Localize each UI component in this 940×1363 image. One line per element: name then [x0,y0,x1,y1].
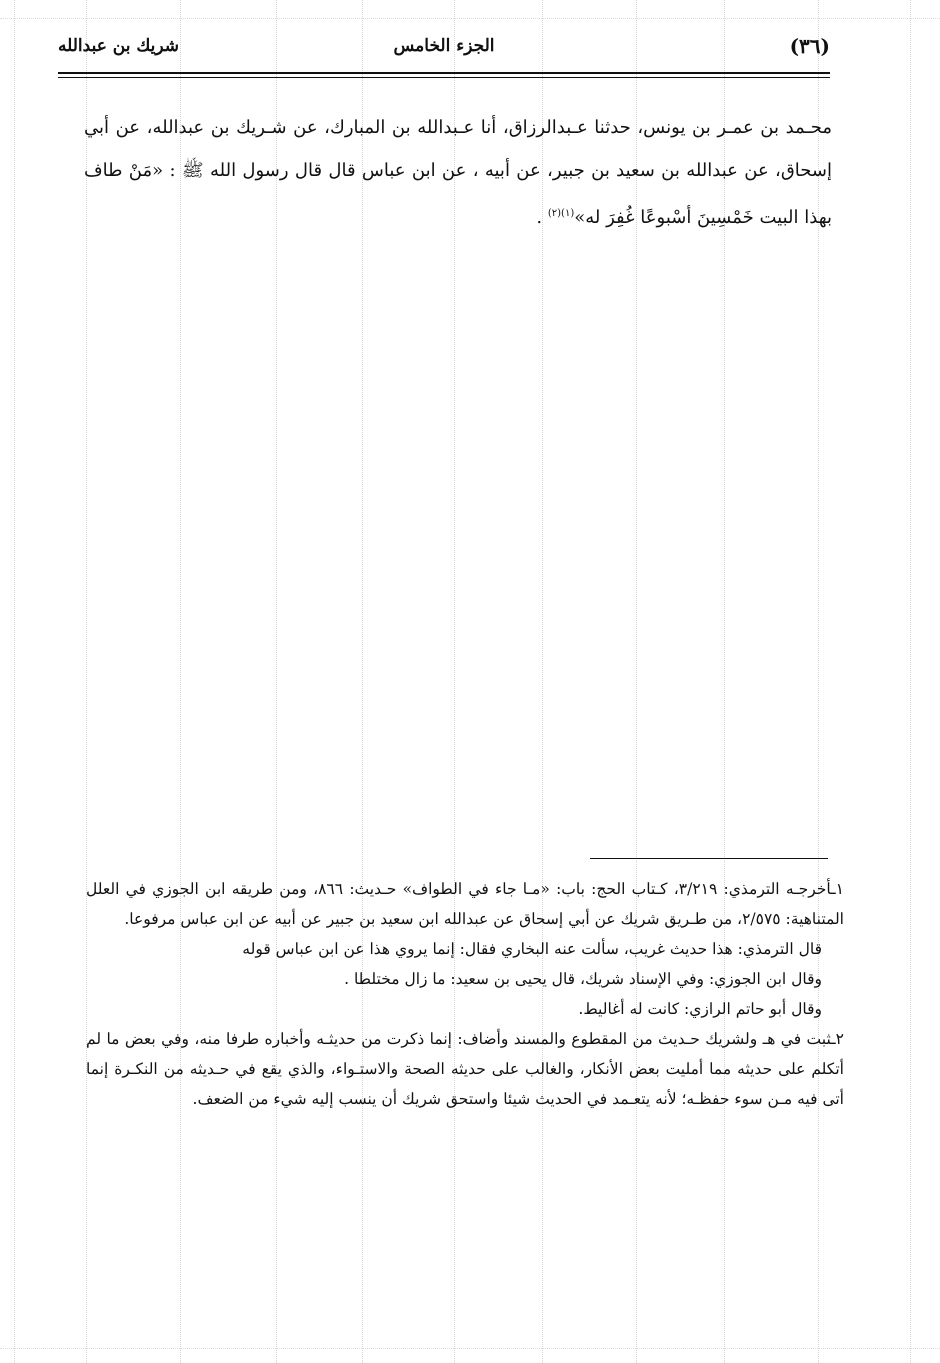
footnote-2 [86,1024,844,1114]
scan-line [910,0,911,1363]
footnote-markers: (١)(٢) [547,208,575,219]
end-mark: . [536,207,543,228]
footnote-1-line: قال الترمذي: هذا حديث غريب، سألت عنه البخاري فقال: إنما يروي هذا عن ابن عباس قوله [242,940,822,958]
main-paragraph [84,106,832,239]
footnote-1-line: وقال أبو حاتم الرازي: كانت له أغاليط. [578,1000,822,1018]
scan-line [0,1348,940,1349]
paragraph-text: محـمد بن عمـر بن يونس، حدثنا عـبدالرزاق، أنا عـبدالله بن المبارك، عن شـريك بن عبدالله، عن أبي إسحاق، عن عبدالله بن سعيد بن جبير، عن أبيه ، عن ابن عباس قال قال رسول الله ﷺ : «مَنْ طاف بهذا البيت خَمْسِينَ أسْبوعًا غُفِرَ له» [84,117,832,228]
main-text [84,106,832,239]
footnotes [86,874,844,1114]
footnote-1-line: وقال ابن الجوزي: وفي الإسناد شريك، قال يحيى بن سعيد: ما زال مختلطا . [344,970,822,988]
footnote-separator [590,858,828,859]
part-title: الجزء الخامس [393,36,495,56]
footnote-text: ثبت في هـ ولشريك حـديث من المقطوع والمسند وأضاف: إنما ذكرت من حديثـه وأخباره طرفا منه، وفي بعض ما لم أتكلم على حديثه مما أمليت بعض الأنكار، والغالب على حديثه الصحة والاستـواء، والذي يقع في حـديثه من النكـرة إنما أتى فيه مـن سوء حفظـه؛ لأنه يتعـمد في الحديث شيئا واستحق شريك أن ينسب إليه شيء من الضعف. [86,1030,844,1108]
running-title: شريك بن عبدالله [58,36,180,56]
page-header [58,30,830,70]
scan-line [0,18,940,19]
page-number: (٣٦) [789,34,830,58]
header-rule-thin [58,77,830,78]
footnote-number: ٢ـ [831,1030,844,1048]
footnote-number: ١ـ [831,880,844,898]
footnote-text: أخرجـه الترمذي: ٣/٢١٩، كـتاب الحج: باب: «مـا جاء في الطواف» حـديث: ٨٦٦، ومن طريقه ابن الجوزي في العلل المتناهية: ٢/٥٧٥، من طـريق شريك عن أبي إسحاق عن عبدالله ابن سعيد بن جبير عن أبيه عن ابن عباس مرفوعا. [86,880,844,928]
footnote-1 [86,874,844,934]
header-rule [58,72,830,74]
scan-line [14,0,15,1363]
